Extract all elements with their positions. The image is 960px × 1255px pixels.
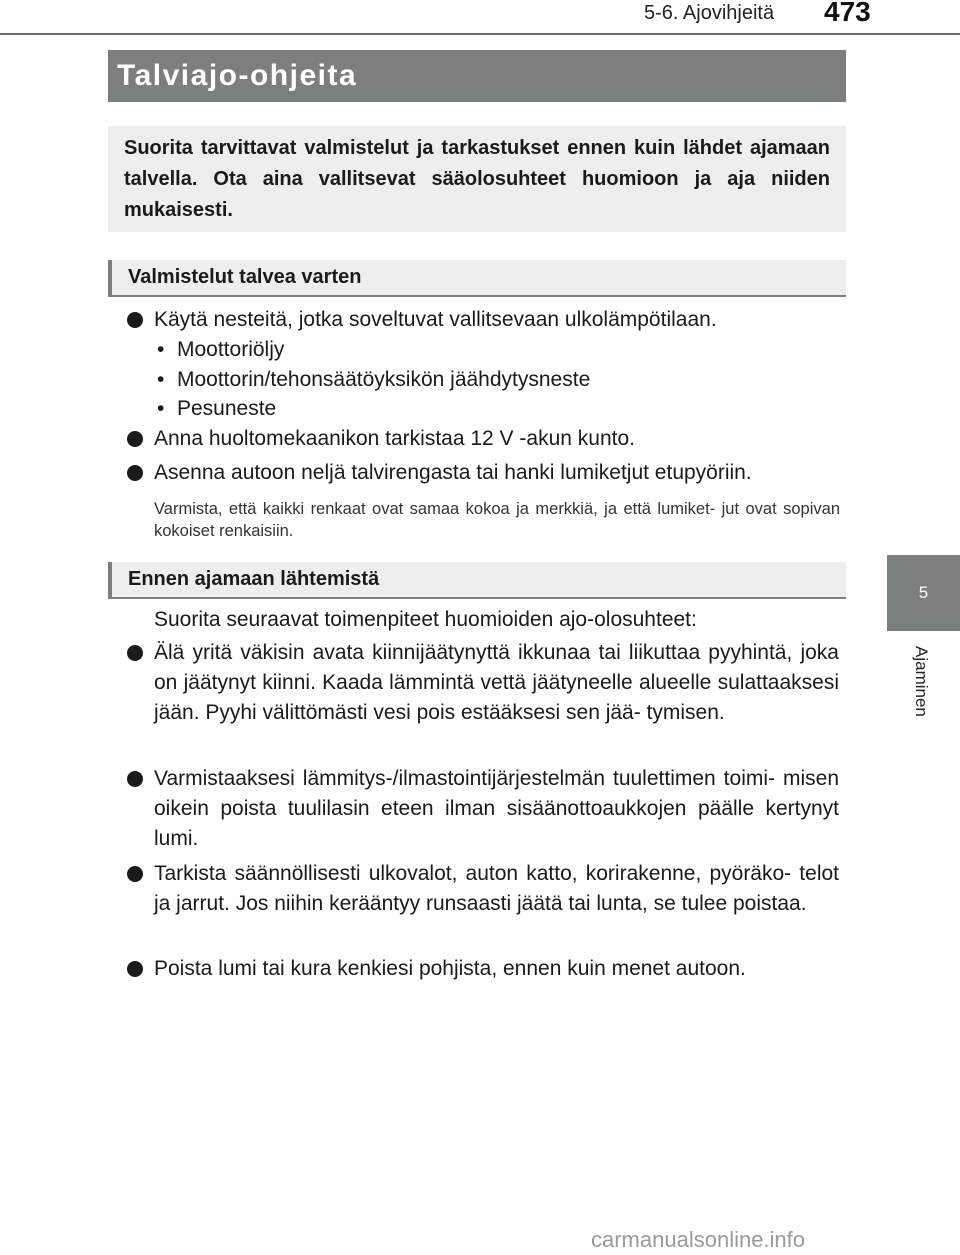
list-item-text: Asenna autoon neljä talvirengasta tai hanki lumiketjut etupyöriin. <box>154 461 752 484</box>
list-item <box>127 424 839 454</box>
sub-list-item-text: Pesuneste <box>177 397 277 420</box>
sub-bullet-icon: • <box>157 368 165 391</box>
chapter-number: 5 <box>918 583 929 602</box>
sub-bullet-icon: • <box>157 338 165 361</box>
sub-list-item <box>157 365 590 395</box>
section-heading-preparation: Valmistelut talvea varten <box>108 260 846 297</box>
list-item <box>127 458 839 488</box>
section-lead-text: Suorita seuraavat toimenpiteet huomioiden ajo-olosuhteet: <box>154 608 697 631</box>
list-item-text: Tarkista säännöllisesti ulkovalot, auton katto, korirakenne, pyöräko- telot ja jarrut. Jos niihin kerääntyy runsaasti jäätä tai lunta, se tulee poistaa. <box>154 862 839 915</box>
intro-box <box>108 126 846 232</box>
list-item-text: Käytä nesteitä, jotka soveltuvat vallitsevaan ulkolämpötilaan. <box>154 308 717 331</box>
sub-list-item-text: Moottorin/tehonsäätöyksikön jäähdytysneste <box>177 368 591 391</box>
bullet-icon <box>127 431 143 447</box>
chapter-label: Ajaminen <box>912 646 931 717</box>
list-item <box>127 859 839 919</box>
bullet-icon <box>127 465 143 481</box>
sub-bullet-icon: • <box>157 397 165 420</box>
sub-list-item <box>157 335 284 365</box>
list-item <box>127 954 839 984</box>
note-text: Varmista, että kaikki renkaat ovat samaa kokoa ja merkkiä, ja että lumiket- jut ovat sopivan kokoiset renkaisiin. <box>154 500 840 540</box>
list-item-text: Älä yritä väkisin avata kiinnijäätynyttä ikkunaa tai liikuttaa pyyhintä, joka on jäätynyt kiinni. Kaada lämmintä vettä jäätyneelle alueelle sulattaaksesi jään. Pyyhi välittömästi vesi pois estääksesi sen jää- tymisen. <box>154 641 839 724</box>
header-divider <box>0 33 960 35</box>
sub-list-item <box>157 394 276 424</box>
watermark: carmanualsonline.info <box>591 1227 806 1252</box>
bullet-icon <box>127 866 143 882</box>
section-header: 5-6. Ajovihjeitä <box>644 2 775 24</box>
page-number: 473 <box>824 0 871 27</box>
bullet-icon <box>127 771 143 787</box>
page-title: Talviajo-ohjeita <box>108 50 846 102</box>
list-item-text: Poista lumi tai kura kenkiesi pohjista, ennen kuin menet autoon. <box>154 957 746 980</box>
chapter-tab <box>887 555 960 631</box>
section-heading-before-driving: Ennen ajamaan lähtemistä <box>108 562 846 599</box>
bullet-icon <box>127 645 143 661</box>
sub-list-item-text: Moottoriöljy <box>177 338 285 361</box>
list-item <box>127 638 839 728</box>
list-item-text: Anna huoltomekaanikon tarkistaa 12 V -akun kunto. <box>154 427 635 450</box>
list-item <box>127 305 839 335</box>
intro-text: Suorita tarvittavat valmistelut ja tarkastukset ennen kuin lähdet ajamaan talvella. Ota aina vallitsevat sääolosuhteet huomioon ja aja niiden mukaisesti. <box>124 137 830 221</box>
list-item-text: Varmistaaksesi lämmitys-/ilmastointijärjestelmän tuulettimen toimi- misen oikein poista tuulilasin eteen ilman sisäänottoaukkojen päälle kertynyt lumi. <box>154 767 839 850</box>
list-item <box>127 764 839 854</box>
bullet-icon <box>127 312 143 328</box>
bullet-icon <box>127 961 143 977</box>
